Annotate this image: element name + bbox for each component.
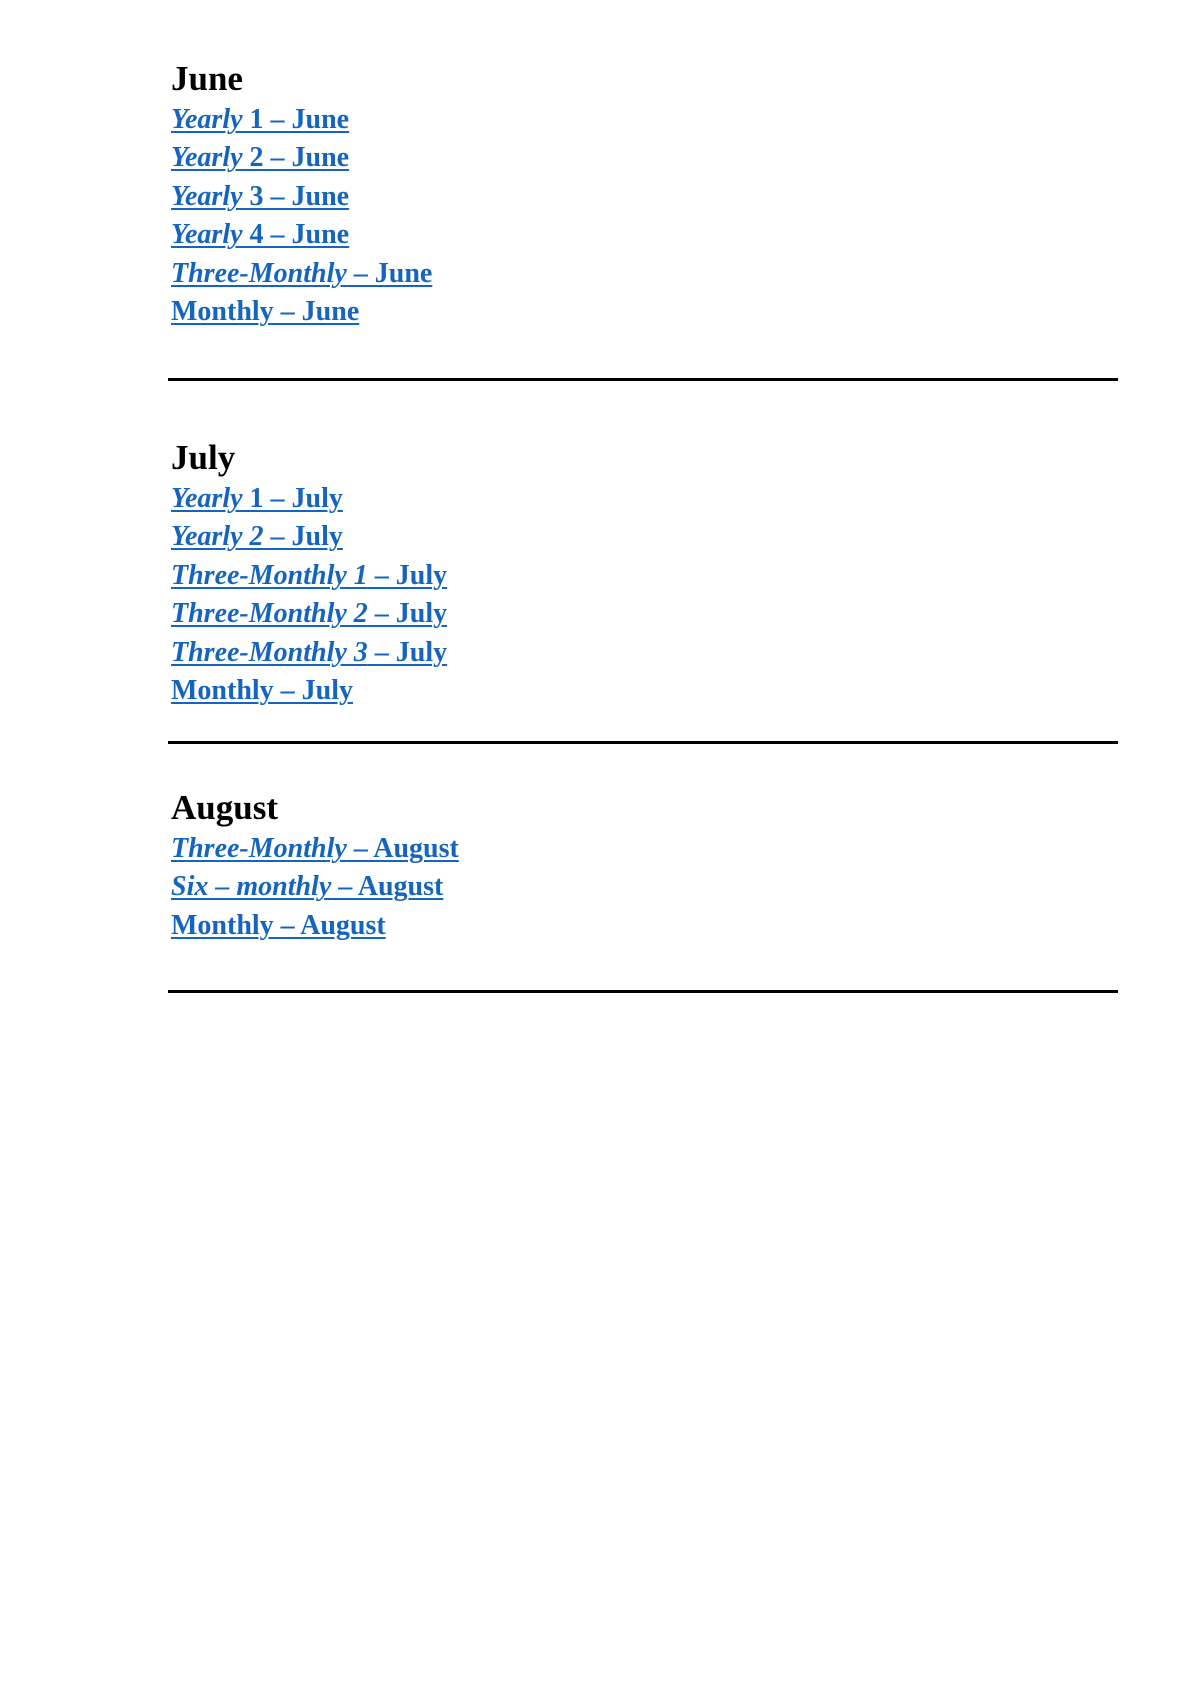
link-text-part: – July — [367, 598, 448, 630]
link-six-monthly-august[interactable] — [171, 871, 443, 902]
list-item — [171, 178, 1121, 216]
section-heading-july: July — [171, 438, 236, 477]
link-text-part: – July — [367, 636, 448, 668]
link-italic-part: Three-Monthly 2 — [171, 598, 368, 630]
link-text-part: 1 – July — [242, 483, 343, 514]
list-item — [171, 293, 1121, 331]
horizontal-rule — [168, 990, 1118, 993]
section-july — [171, 436, 1121, 710]
list-item — [171, 139, 1121, 177]
list-item — [171, 101, 1121, 139]
link-yearly-1-july[interactable] — [171, 483, 343, 514]
link-italic-part: Three-Monthly 1 — [171, 559, 368, 591]
list-item — [171, 634, 1121, 672]
list-item — [171, 907, 1121, 945]
link-text-part: – June — [346, 257, 433, 289]
link-three-monthly-august[interactable] — [171, 833, 459, 864]
list-item — [171, 672, 1121, 710]
link-text-part: Monthly – July — [171, 674, 354, 706]
link-italic-part: Yearly 2 — [171, 521, 264, 553]
list-item — [171, 255, 1121, 293]
link-italic-part: Three-Monthly 3 — [171, 636, 368, 668]
link-italic-part: Yearly — [171, 142, 243, 174]
link-text-part: – July — [263, 521, 343, 553]
horizontal-rule — [168, 741, 1118, 744]
link-three-monthly-june[interactable] — [171, 258, 432, 289]
link-yearly-4-june[interactable] — [171, 219, 349, 250]
link-yearly-2-july[interactable] — [171, 521, 343, 552]
link-text-part: – July — [367, 559, 448, 591]
section-june — [171, 57, 1121, 331]
link-text-part: Monthly – June — [171, 295, 360, 327]
list-item — [171, 518, 1121, 556]
horizontal-rule — [168, 378, 1118, 381]
link-three-monthly-3-july[interactable] — [171, 637, 447, 668]
link-monthly-july[interactable] — [171, 675, 353, 706]
list-item — [171, 868, 1121, 906]
link-text-part: Monthly – August — [171, 909, 386, 941]
link-italic-part: Yearly — [171, 180, 243, 212]
link-three-monthly-1-july[interactable] — [171, 560, 447, 591]
link-italic-part: Yearly — [171, 483, 243, 514]
section-heading-august: August — [171, 788, 278, 827]
link-italic-part: Yearly — [171, 104, 243, 135]
link-text-part: 3 – June — [242, 180, 350, 212]
link-text-part: – August — [346, 833, 459, 864]
link-three-monthly-2-july[interactable] — [171, 598, 447, 629]
link-monthly-august[interactable] — [171, 910, 386, 941]
link-text-part: 2 – June — [242, 142, 350, 174]
link-yearly-1-june[interactable] — [171, 104, 349, 135]
link-italic-part: Three-Monthly — [171, 257, 347, 289]
link-yearly-3-june[interactable] — [171, 181, 349, 212]
link-list-june — [171, 101, 1121, 331]
link-italic-part: Three-Monthly — [171, 833, 347, 864]
link-list-august — [171, 830, 1121, 945]
link-italic-part: Six – monthly — [171, 871, 332, 903]
link-text-part: – August — [331, 871, 444, 903]
link-yearly-2-june[interactable] — [171, 142, 349, 173]
link-text-part: 1 – June — [242, 104, 350, 135]
link-italic-part: Yearly — [171, 219, 243, 251]
section-august — [171, 786, 1121, 945]
link-monthly-june[interactable] — [171, 296, 359, 327]
link-text-part: 4 – June — [242, 219, 350, 251]
list-item — [171, 480, 1121, 518]
section-heading-june: June — [171, 59, 243, 98]
link-list-july — [171, 480, 1121, 710]
list-item — [171, 830, 1121, 868]
list-item — [171, 557, 1121, 595]
list-item — [171, 216, 1121, 254]
list-item — [171, 595, 1121, 633]
